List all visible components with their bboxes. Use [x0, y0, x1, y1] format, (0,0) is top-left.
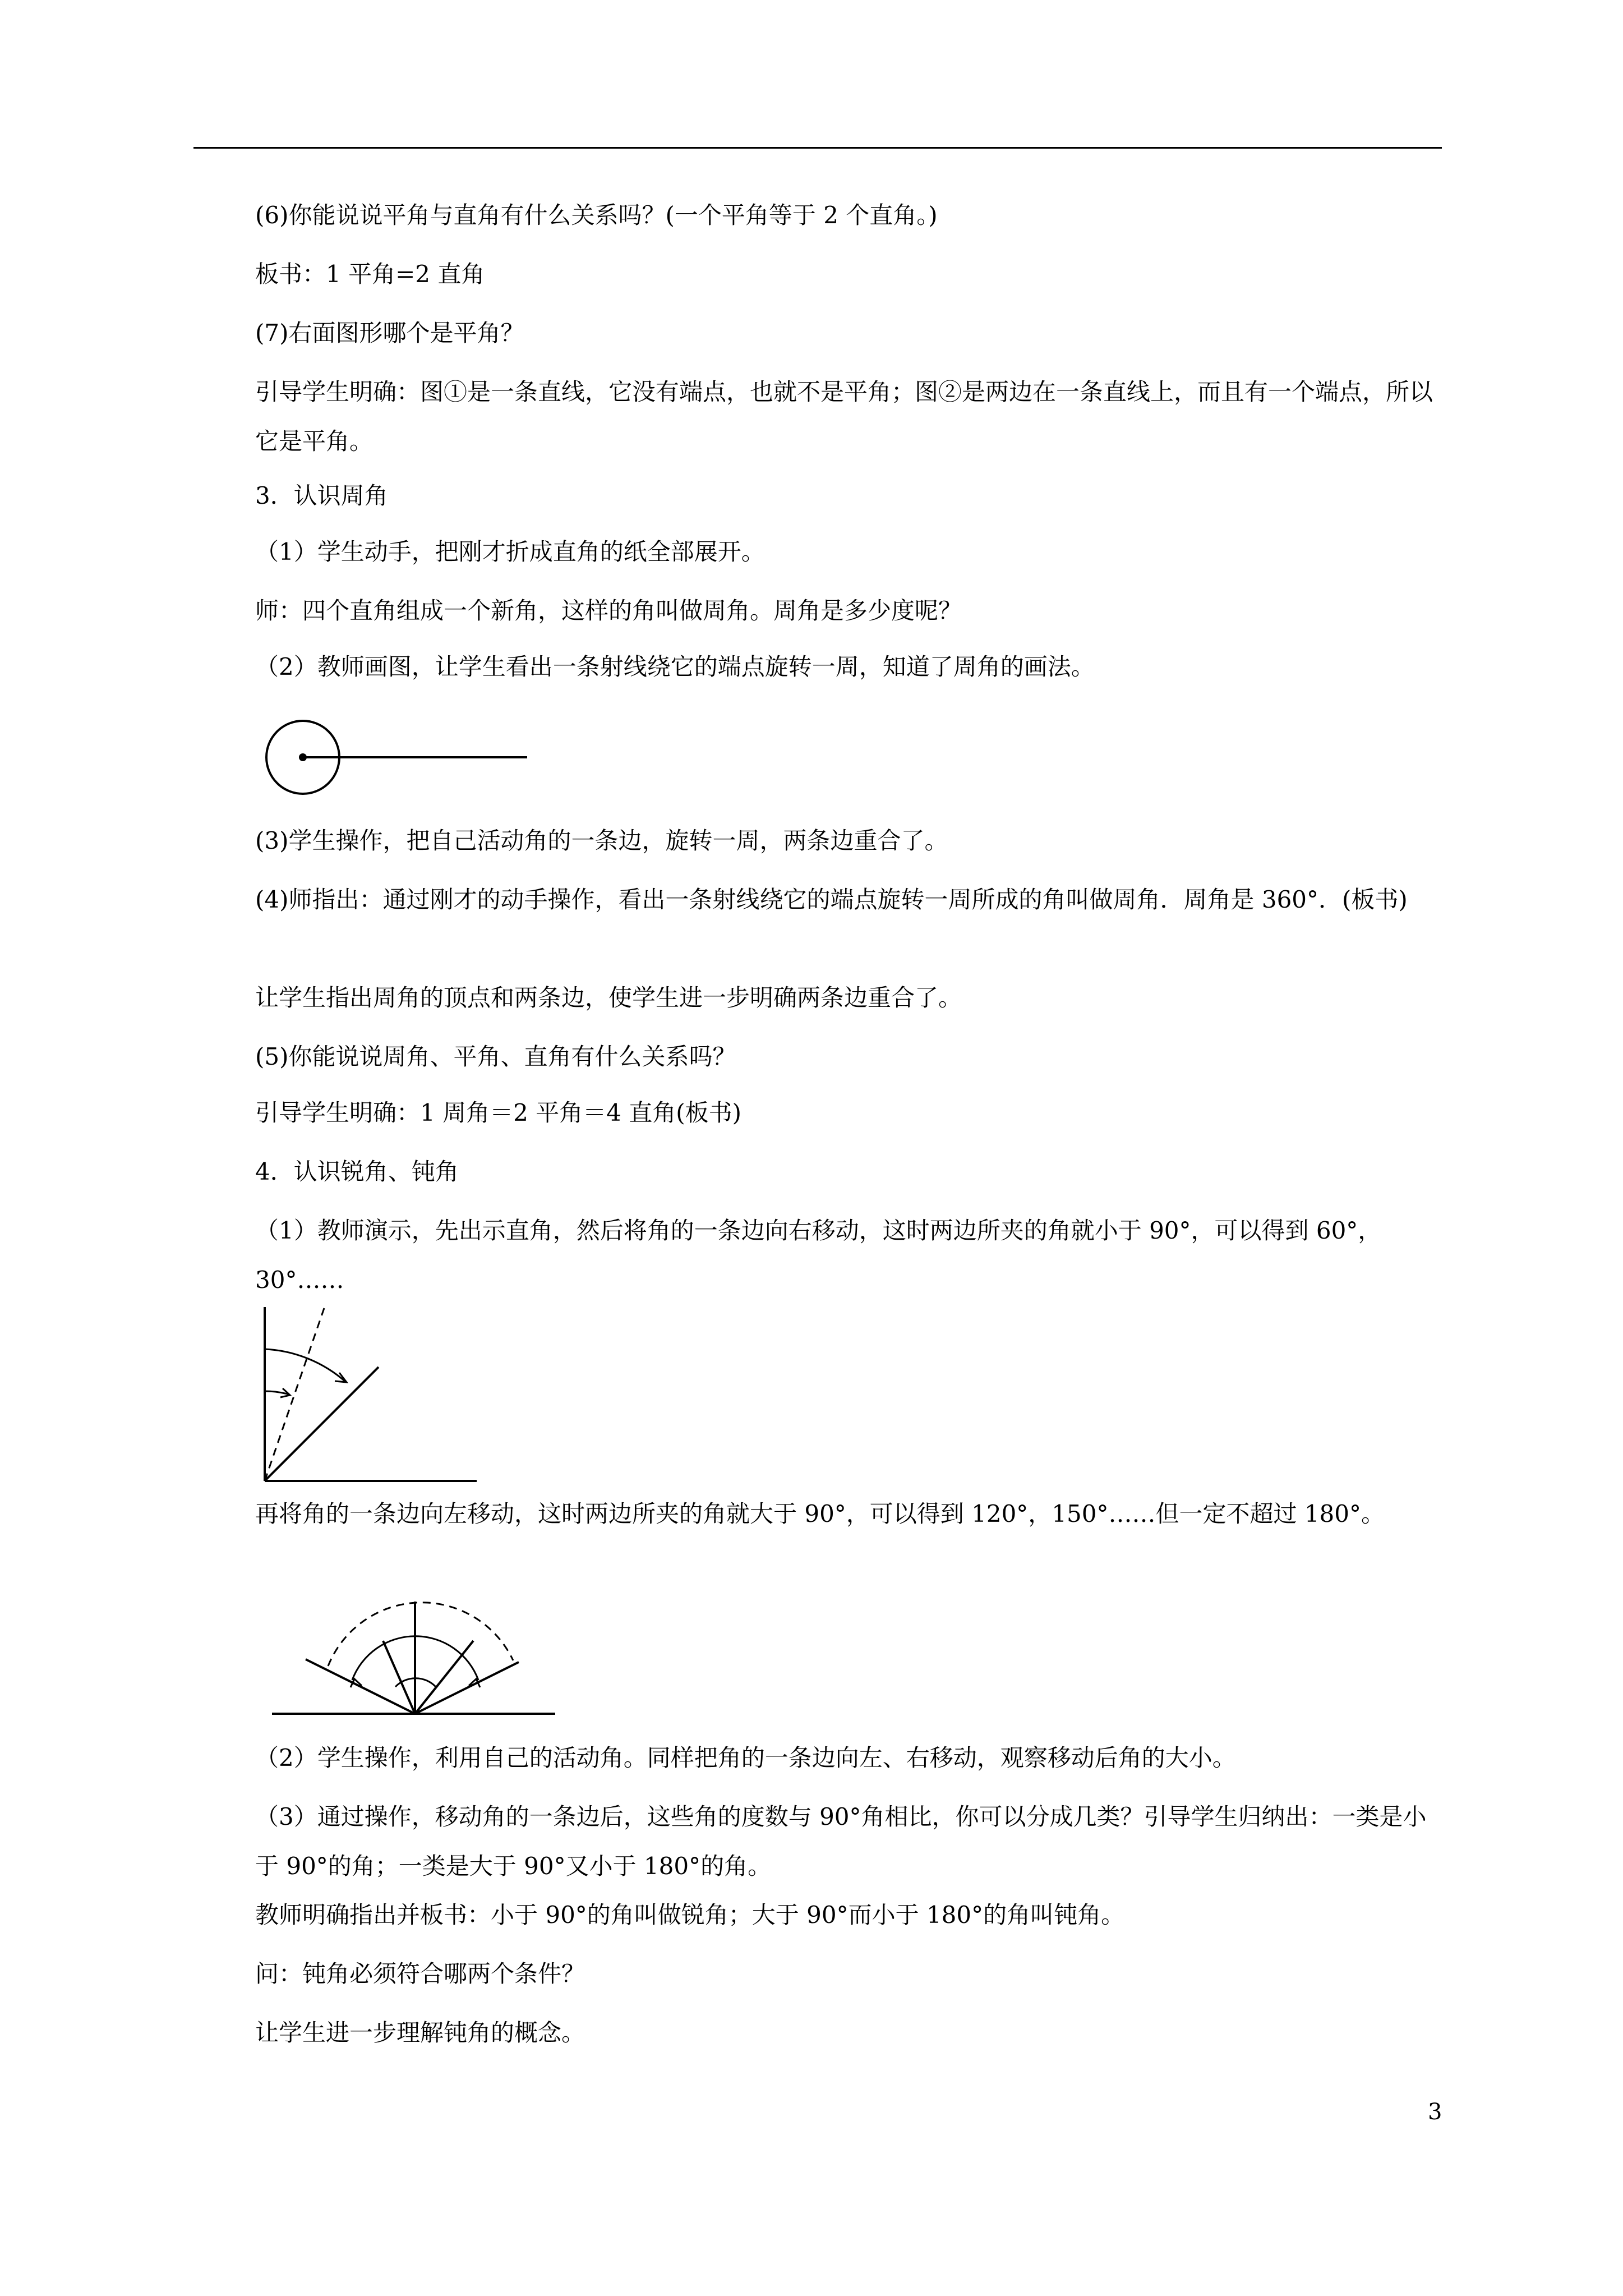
paragraph-3-1: （1）学生动手，把刚才折成直角的纸全部展开。: [255, 538, 765, 565]
paragraph-guide-2: 引导学生明确：1 周角＝2 平角＝4 直角(板书): [255, 1099, 741, 1126]
paragraph-7: (7)右面图形哪个是平角？: [255, 319, 524, 347]
section-3-heading: 3．认识周角: [255, 482, 388, 509]
paragraph-6: (6)你能说说平角与直角有什么关系吗？(一个平角等于 2 个直角。): [255, 201, 938, 229]
paragraph-3-2: （2）教师画图，让学生看出一条射线绕它的端点旋转一周，知道了周角的画法。: [255, 653, 1095, 680]
full-angle-diagram: [264, 718, 533, 802]
acute-angle-diagram: [258, 1301, 482, 1487]
paragraph-4-3: （3）通过操作，移动角的一条边后，这些角的度数与 90°角相比，你可以分成几类？引导学生归纳出：一类是小于 90°的角；一类是大于 90°又小于 180°的角。: [255, 1803, 1427, 1880]
page-number: 3: [1428, 2099, 1442, 2125]
paragraph-teacher-board: 教师明确指出并板书：小于 90°的角叫做锐角；大于 90°而小于 180°的角叫钝角。: [255, 1901, 1125, 1929]
paragraph-4-1b: 再将角的一条边向左移动，这时两边所夹的角就大于 90°，可以得到 120°，150°……但一定不超过 180°。: [255, 1500, 1385, 1527]
obtuse-angle-diagram: [272, 1596, 558, 1719]
paragraph-3-4: (4)师指出：通过刚才的动手操作，看出一条射线绕它的端点旋转一周所成的角叫做周角．周角是 360°．(板书): [255, 886, 1408, 913]
header-rule: [193, 147, 1442, 149]
paragraph-question: 问：钝角必须符合哪两个条件？: [255, 1960, 585, 1987]
paragraph-4-1: （1）教师演示，先出示直角，然后将角的一条边向右移动，这时两边所夹的角就小于 90°，可以得到 60°，30°……: [255, 1217, 1382, 1294]
paragraph-understand: 让学生进一步理解钝角的概念。: [255, 2019, 585, 2046]
paragraph-3-5a: 让学生指出周角的顶点和两条边，使学生进一步明确两条边重合了。: [255, 984, 962, 1011]
paragraph-3-5: (5)你能说说周角、平角、直角有什么关系吗？: [255, 1043, 736, 1070]
paragraph-guide-1: 引导学生明确：图①是一条直线，它没有端点，也就不是平角；图②是两边在一条直线上，而且有一个端点，所以它是平角。: [255, 378, 1433, 455]
paragraph-4-2: （2）学生操作，利用自己的活动角。同样把角的一条边向左、右移动，观察移动后角的大小。: [255, 1744, 1236, 1772]
paragraph-board-1: 板书：1 平角=2 直角: [255, 260, 485, 288]
paragraph-teacher: 师：四个直角组成一个新角，这样的角叫做周角。周角是多少度呢？: [255, 597, 962, 624]
paragraph-3-3: (3)学生操作，把自己活动角的一条边，旋转一周，两条边重合了。: [255, 827, 948, 854]
section-4-heading: 4．认识锐角、钝角: [255, 1158, 459, 1185]
